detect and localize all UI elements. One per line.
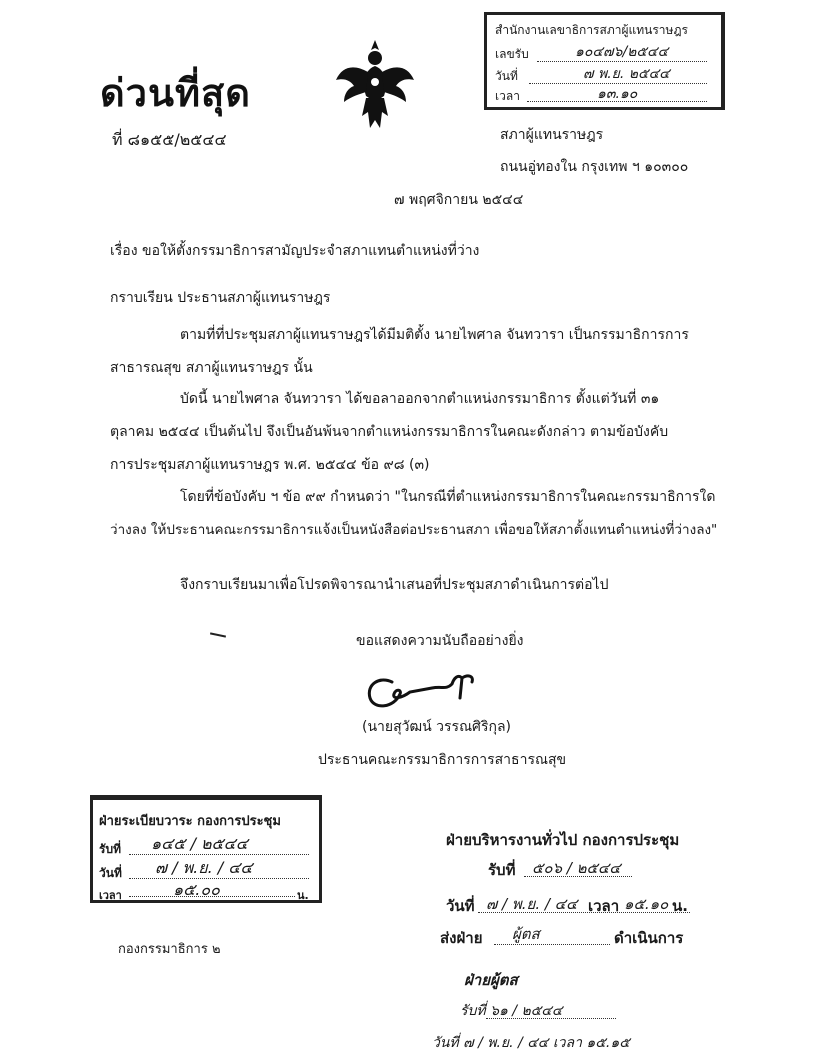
routing-assign-suffix: ดำเนินการ (614, 929, 684, 947)
routing-title: ฝ่ายบริหารงานทั่วไป กองการประชุม (446, 831, 680, 849)
stamp-bl-receipt-value: ๑๔๕ / ๒๕๔๔ (151, 834, 248, 853)
paragraph-1-line-2: สาธารณสุข สภาผู้แทนราษฎร นั้น (110, 360, 313, 376)
paragraph-3-line-1: โดยที่ข้อบังคับ ฯ ข้อ ๙๙ กำหนดว่า "ในกรณีที่ตำแหน่งกรรมาธิการในคณะกรรมาธิการใด (180, 489, 716, 505)
stamp-date-label: วันที่ (495, 69, 518, 83)
subject-line: เรื่อง ขอให้ตั้งกรรมาธิการสามัญประจำสภาแทนตำแหน่งที่ว่าง (110, 243, 480, 259)
stamp-time-value: ๑๓.๑๐ (597, 86, 638, 102)
stamp-bl-time-suffix: น. (297, 889, 309, 902)
bottom-note-line-1: ฝ่ายผู้ตส (464, 971, 518, 989)
org-address: ถนนอู่ทองใน กรุงเทพ ฯ ๑๐๓๐๐ (500, 159, 689, 175)
paragraph-3-line-2: ว่างลง ให้ประธานคณะกรรมาธิการแจ้งเป็นหนังสือต่อประธานสภา เพื่อขอให้สภาตั้งแทนตำแหน่งที่ว่างลง" (110, 522, 718, 538)
stamp-bl-time-label: เวลา (99, 889, 122, 902)
signature-icon (362, 668, 492, 714)
routing-time-label: เวลา (588, 897, 620, 915)
paragraph-2-line-3: การประชุมสภาผู้แทนราษฎร พ.ศ. ๒๕๔๔ ข้อ ๙๘ (๓) (110, 457, 430, 473)
paragraph-2-line-2: ตุลาคม ๒๕๔๔ เป็นต้นไป จึงเป็นอันพ้นจากตำแหน่งกรรมาธิการในคณะดังกล่าว ตามข้อบังคับ (110, 424, 669, 440)
paragraph-2-line-1: บัดนี้ นายไพศาล จันทวารา ได้ขอลาออกจากตำแหน่งกรรมาธิการ ตั้งแต่วันที่ ๓๑ (180, 391, 660, 407)
routing-assign-value: ผู้ตส (512, 925, 540, 943)
stamp-title: สำนักงานเลขาธิการสภาผู้แทนราษฎร (495, 23, 688, 37)
routing-assign-label: ส่งฝ่าย (440, 929, 483, 947)
document-date: ๗ พฤศจิกายน ๒๕๔๔ (394, 192, 524, 208)
stamp-bl-date-value: ๗ / พ.ย. / ๔๔ (155, 858, 253, 877)
paragraph-1-line-1: ตามที่ที่ประชุมสภาผู้แทนราษฎรได้มีมติตั้ง นายไพศาล จันทวารา เป็นกรรมาธิการการ (180, 327, 689, 343)
closing-sentence: จึงกราบเรียนมาเพื่อโปรดพิจารณานำเสนอที่ประชุมสภาดำเนินการต่อไป (180, 577, 609, 593)
receipt-stamp-top (484, 12, 725, 110)
stamp-bl-receipt-label: รับที่ (99, 842, 121, 856)
stamp-time-label: เวลา (495, 89, 520, 103)
routing-date-value: ๗ / พ.ย. / ๔๔ (486, 895, 578, 913)
routing-time-value: ๑๕.๑๐ (624, 895, 669, 913)
regards-line: ขอแสดงความนับถืออย่างยิ่ง (356, 633, 524, 649)
garuda-emblem-icon (334, 36, 416, 134)
department-footer: กองกรรมาธิการ ๒ (118, 942, 221, 957)
receipt-stamp-bottom-left (90, 795, 322, 903)
routing-receipt-label: รับที่ (488, 861, 516, 879)
stamp-receipt-label: เลขรับ (495, 47, 529, 61)
signer-title: ประธานคณะกรรมาธิการการสาธารณสุข (318, 752, 567, 768)
routing-receipt-value: ๕๐๖ / ๒๕๔๔ (532, 859, 621, 877)
routing-date-label: วันที่ (446, 897, 475, 915)
salutation: กราบเรียน ประธานสภาผู้แทนราษฎร (110, 290, 331, 306)
stray-mark (210, 632, 226, 637)
routing-time-suffix: น. (672, 897, 688, 915)
signer-name: (นายสุวัฒน์ วรรณศิริกุล) (362, 719, 511, 735)
bottom-note-line-3: วันที่ ๗ / พ.ย. / ๔๔ เวลา ๑๕.๑๕ (432, 1035, 630, 1051)
org-name: สภาผู้แทนราษฎร (500, 127, 604, 143)
urgent-label: ด่วนที่สุด (100, 71, 251, 115)
stamp-bl-date-label: วันที่ (99, 866, 122, 880)
stamp-receipt-value: ๑๐๔๗๖/๒๕๔๔ (575, 44, 669, 60)
stamp-bl-time-value: ๑๕.๐๐ (173, 880, 220, 899)
bottom-note-line-2: รับที่ ๖๑ / ๒๕๔๔ (460, 1003, 563, 1019)
document-number: ที่ ๘๑๕๕/๒๕๔๔ (112, 130, 227, 149)
stamp-date-value: ๗ พ.ย. ๒๕๔๔ (583, 66, 670, 82)
stamp-bl-title: ฝ่ายระเบียบวาระ กองการประชุม (99, 814, 281, 829)
